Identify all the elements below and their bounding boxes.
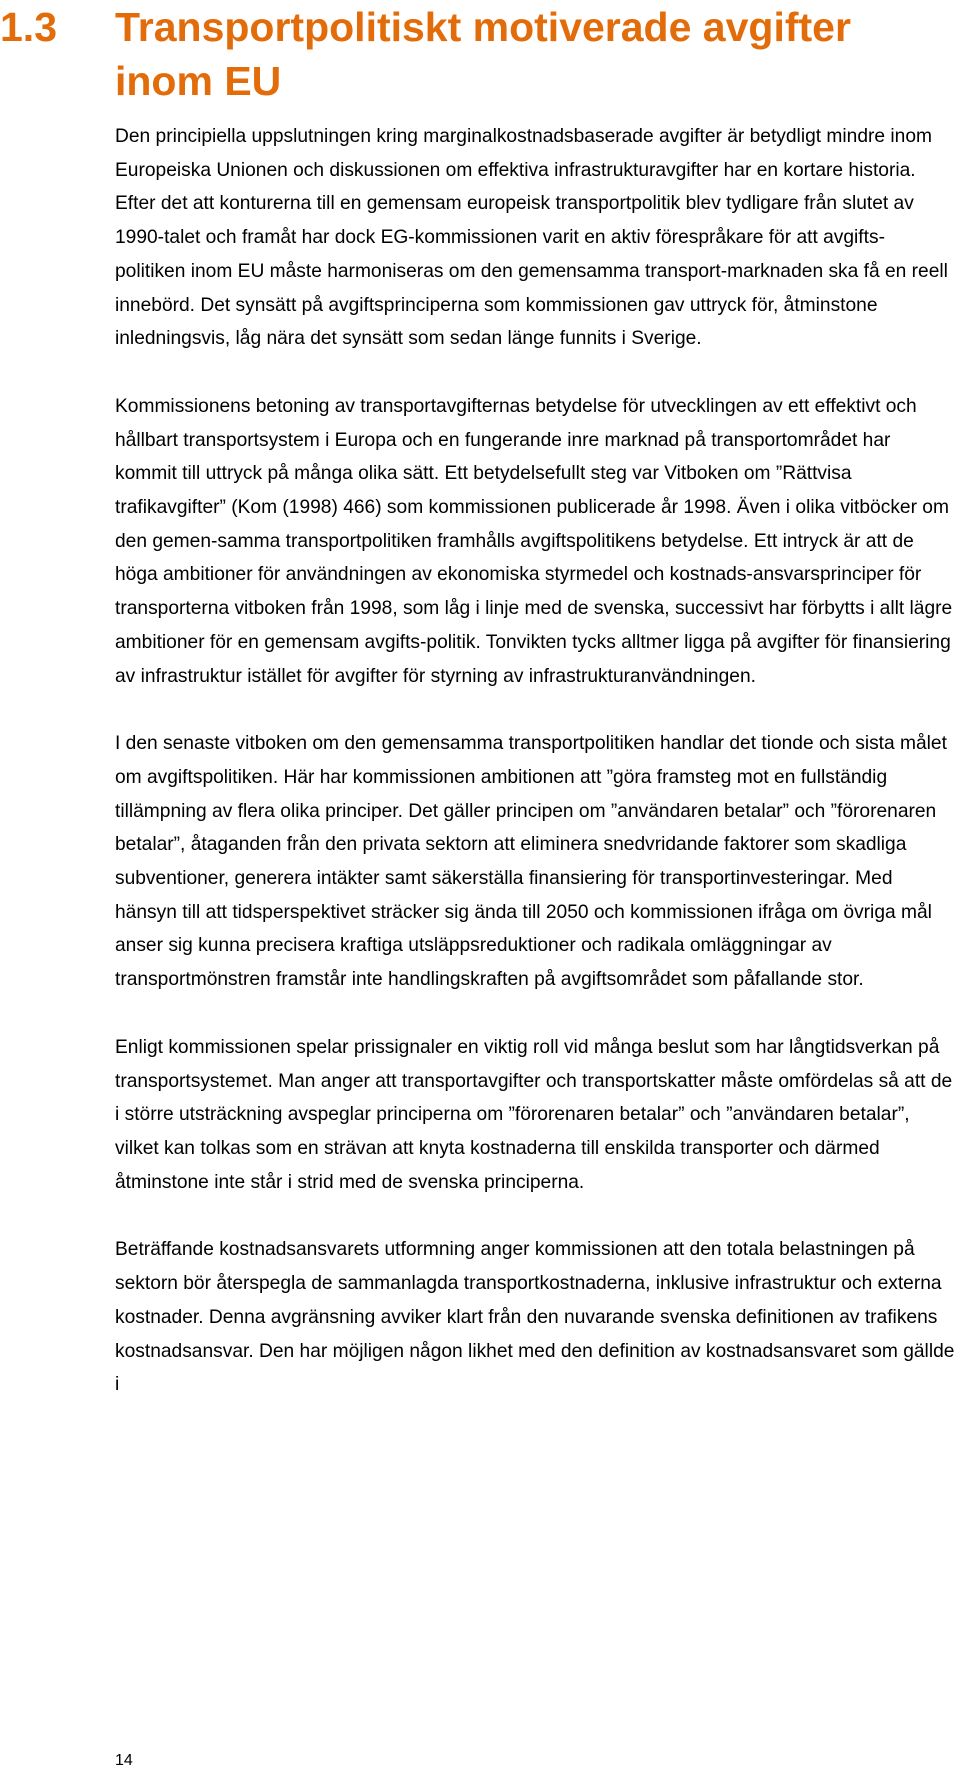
page-number: 14 xyxy=(115,1752,133,1769)
paragraph-4: Enligt kommissionen spelar prissignaler en viktig roll vid många beslut som har långtidsverkan på transportsystemet. Man anger att transportavgifter och transportskatter måste omfördelas så att de i större utsträckning avspeglar principerna om ”förorenaren betalar” och ”användaren betalar”, vilket kan tolkas som en strävan att knyta kostnaderna till enskilda transporter och därmed åtminstone inte står i strid med de svenska principerna. xyxy=(115,1036,953,1193)
section-title: Transportpolitiskt motiverade avgifter inom EU xyxy=(115,4,851,104)
body-text xyxy=(115,120,955,1436)
section-number: 1.3 xyxy=(0,4,57,50)
paragraph-3: I den senaste vitboken om den gemensamma transportpolitiken handlar det tionde och sista målet om avgiftspolitiken. Här har kommissionen ambitionen att ”göra framsteg mot en fullständig tillämpning av flera olika principer. Det gäller principen om ”användaren betalar” och ”förorenaren betalar”, åtaganden från den privata sektorn att eliminera snedvridande faktorer som skadliga subventioner, generera intäkter samt säkerställa finansiering för transportinvesteringar. Med hänsyn till att tidsperspektivet sträcker sig ända till 2050 och kommissionen ifråga om övriga mål anser sig kunna precisera kraftiga utsläppsreduktioner och radikala omläggningar av transportmönstren framstår inte handlingskraften på avgiftsområdet som påfallande stor. xyxy=(115,733,947,991)
paragraph-5: Beträffande kostnadsansvarets utformning anger kommissionen att den totala belastningen på sektorn bör återspegla de sammanlagda transportkostnaderna, inklusive infrastruktur och externa kostnader. Denna avgränsning avviker klart från den nuvarande svenska definitionen av trafikens kostnadsansvar. Den har möjligen någon likhet med den definition av kostnadsansvaret som gällde i xyxy=(115,1239,955,1396)
paragraph-1: Den principiella uppslutningen kring marginalkostnadsbaserade avgifter är betydligt mindre inom Europeiska Unionen och diskussionen om effektiva infrastrukturavgifter har en kortare historia. Efter det att konturerna till en gemensam europeisk transportpolitik blev tydligare från slutet av 1990-talet och framåt har dock EG-kommissionen varit en aktiv förespråkare för att avgifts-politiken inom EU måste harmoniseras om den gemensamma transport-marknaden ska få en reell innebörd. Det synsätt på avgiftsprinciperna som kommissionen gav uttryck för, åtminstone inledningsvis, låg nära det synsätt som sedan länge funnits i Sverige. xyxy=(115,126,948,350)
paragraph-2: Kommissionens betoning av transportavgifternas betydelse för utvecklingen av ett effektivt och hållbart transportsystem i Europa och en fungerande inre marknad på transportområdet har kommit till uttryck på många olika sätt. Ett betydelsefullt steg var Vitboken om ”Rättvisa trafikavgifter” (Kom (1998) 466) som kommissionen publicerade år 1998. Även i olika vitböcker om den gemen-samma transportpolitiken framhålls avgiftspolitikens betydelse. Ett intryck är att de höga ambitioner för användningen av ekonomiska styrmedel och kostnads-ansvarsprinciper för transporterna vitboken från 1998, som låg i linje med de svenska, successivt har förbytts i allt lägre ambitioner för en gemensam avgifts-politik. Tonvikten tycks alltmer ligga på avgifter för finansiering av infrastruktur istället för avgifter för styrning av infrastrukturanvändningen. xyxy=(115,395,953,687)
